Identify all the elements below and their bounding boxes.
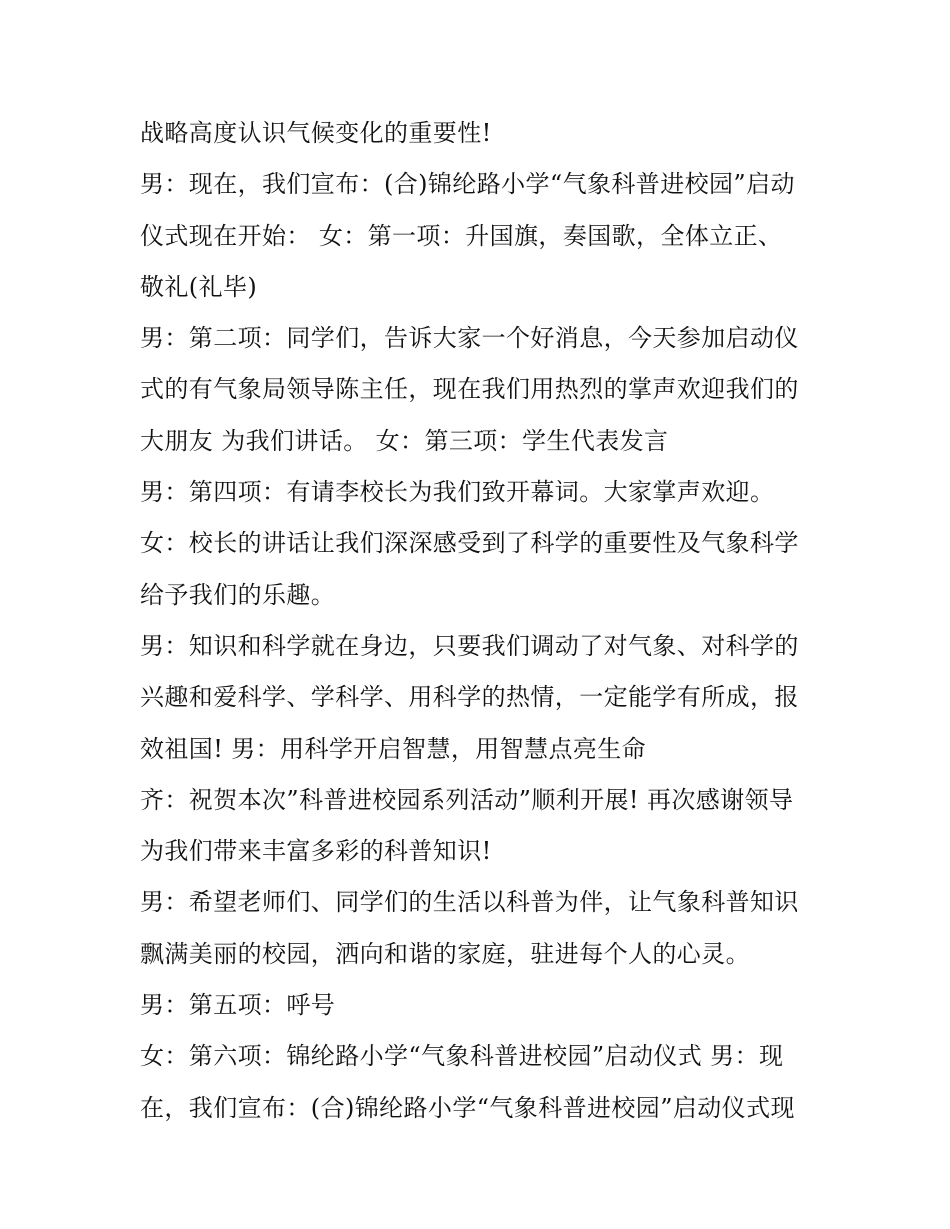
text-line: 女：第六项：锦纶路小学“气象科普进校园”启动仪式 男：现 [140,1042,784,1071]
text-line: 仪式现在开始： 女：第一项：升国旗，奏国歌，全体立正、 [140,221,783,250]
text-line: 男：现在，我们宣布：(合)锦纶路小学“气象科普进校园”启动 [140,170,795,199]
text-line: 女：校长的讲话让我们深深感受到了科学的重要性及气象科学 [140,529,799,558]
text-line: 在，我们宣布：(合)锦纶路小学“气象科普进校园”启动仪式现 [140,1093,795,1122]
text-line: 战略高度认识气候变化的重要性! [140,119,492,147]
text-line: 为我们带来丰富多彩的科普知识! [140,837,492,866]
text-line: 给予我们的乐趣。 [140,580,336,609]
document-body [140,108,820,1134]
text-line: 敬礼(礼毕) [140,272,258,301]
text-line: 兴趣和爱科学、学科学、用科学的热情，一定能学有所成，报 [140,683,799,712]
text-line: 男：第二项：同学们，告诉大家一个好消息，今天参加启动仪 [140,324,799,353]
text-line: 大朋友 为我们讲话。 女：第三项：学生代表发言 [140,426,669,455]
text-line: 效祖国! 男：用科学开启智慧，用智慧点亮生命 [140,734,647,763]
text-line: 男：第五项：呼号 [140,991,336,1020]
text-line: 式的有气象局领导陈主任，现在我们用热烈的掌声欢迎我们的 [140,375,799,404]
text-line: 男：希望老师们、同学们的生活以科普为伴，让气象科普知识 [140,888,799,917]
text-line: 男：第四项：有请李校长为我们致开幕词。大家掌声欢迎。 [140,478,775,507]
text-line: 飘满美丽的校园，洒向和谐的家庭，驻进每个人的心灵。 [140,939,750,968]
text-line: 男：知识和科学就在身边，只要我们调动了对气象、对科学的 [140,631,799,660]
text-line: 齐：祝贺本次”科普进校园系列活动”顺利开展! 再次感谢领导 [140,785,794,814]
